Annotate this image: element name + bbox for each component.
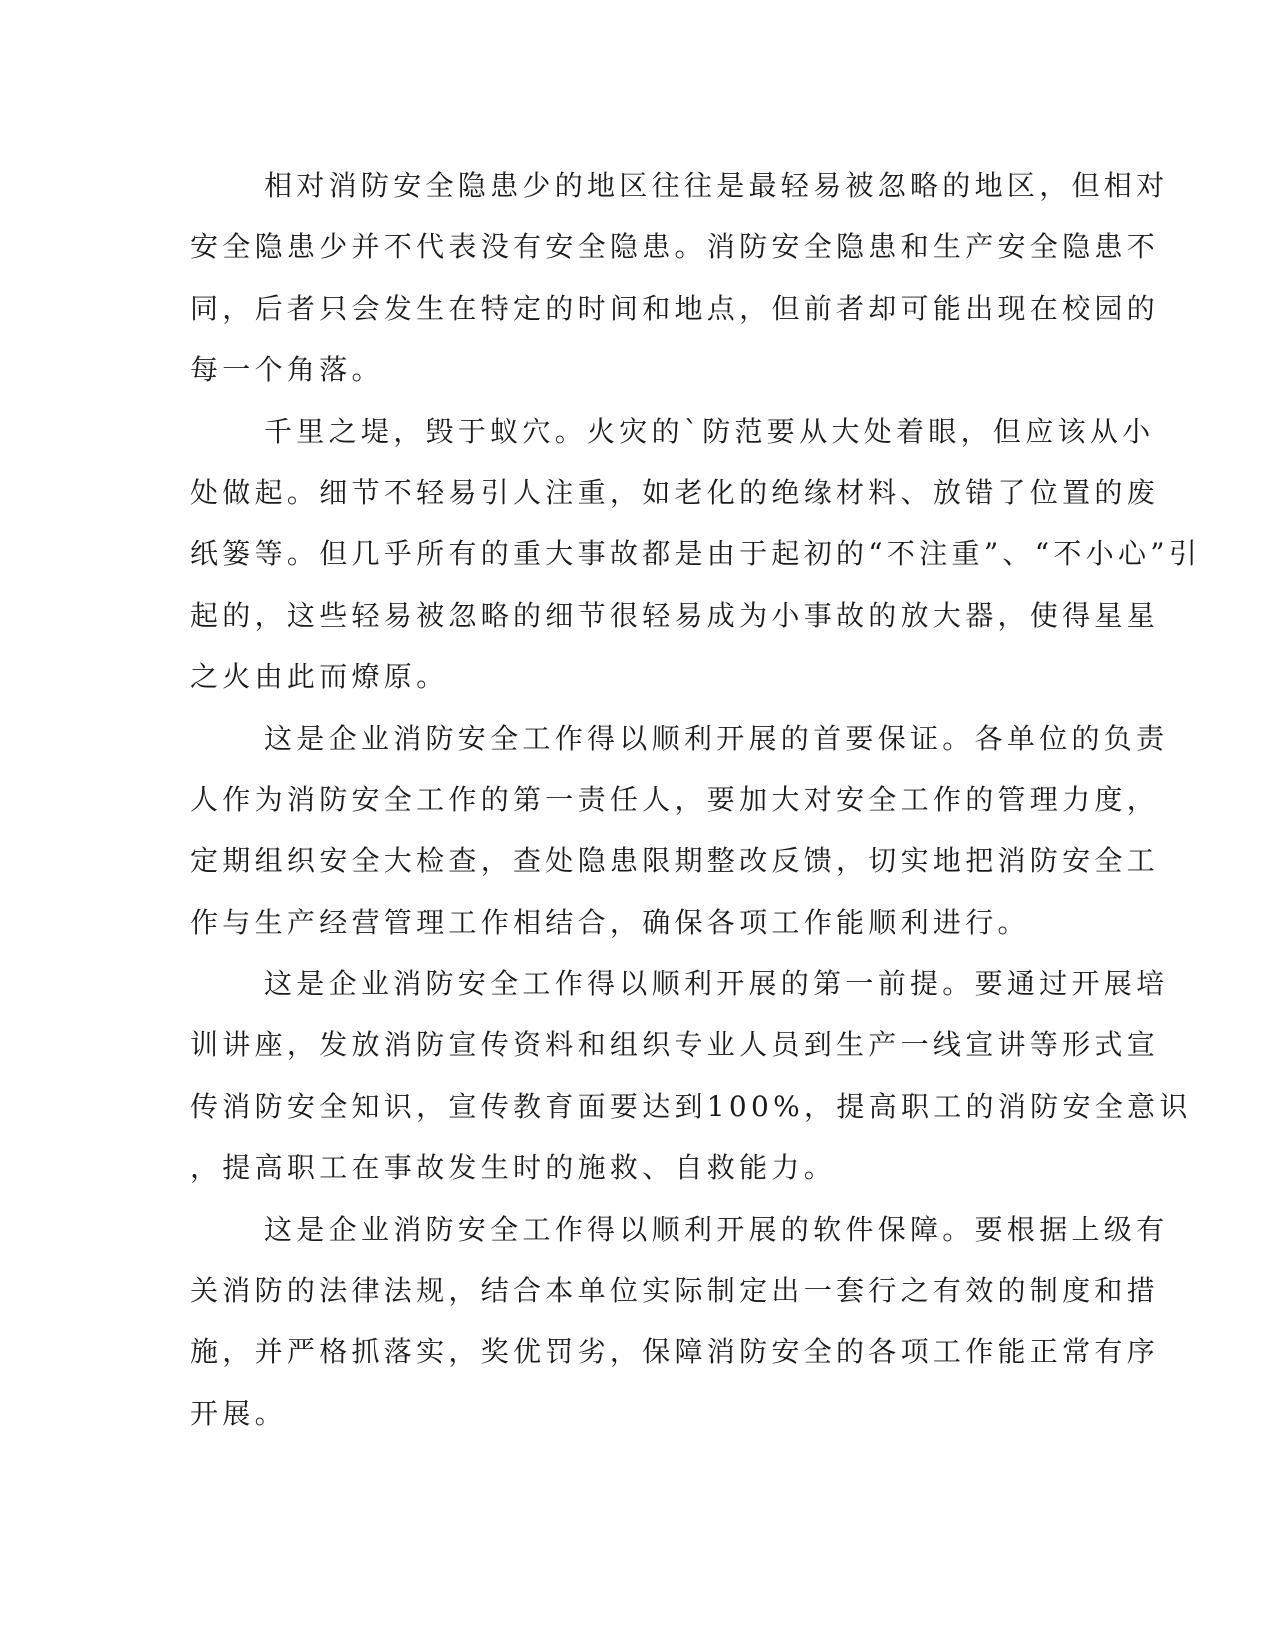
paragraph-1-line-1: 相对消防安全隐患少的地区往往是最轻易被忽略的地区，但相对	[264, 169, 1169, 202]
paragraph-4-line-3: 传消防安全知识，宣传教育面要达到100%，提高职工的消防安全意识	[190, 1089, 1192, 1123]
paragraph-1-line-4: 每一个角落。	[190, 353, 384, 387]
paragraph-4-line-1: 这是企业消防安全工作得以顺利开展的第一前提。要通过开展培	[264, 967, 1169, 1001]
paragraph-4-line-4: ，提高职工在事故发生时的施救、自救能力。	[190, 1151, 837, 1185]
paragraph-3-line-1: 这是企业消防安全工作得以顺利开展的首要保证。各单位的负责	[264, 721, 1169, 755]
paragraph-2-line-5: 之火由此而燎原。	[190, 660, 449, 694]
paragraph-5-line-3: 施，并严格抓落实，奖优罚劣，保障消防安全的各项工作能正常有序	[190, 1335, 1160, 1369]
paragraph-1-line-3: 同，后者只会发生在特定的时间和地点，但前者却可能出现在校园的	[190, 291, 1160, 325]
paragraph-2-line-2: 处做起。细节不轻易引人注重，如老化的绝缘材料、放错了位置的废	[190, 475, 1160, 509]
paragraph-5-line-2: 关消防的法律法规，结合本单位实际制定出一套行之有效的制度和措	[190, 1274, 1160, 1308]
paragraph-2-line-1: 千里之堤，毁于蚁穴。火灾的`防范要从大处着眼，但应该从小	[264, 414, 1155, 448]
paragraph-3-line-3: 定期组织安全大检查，查处隐患限期整改反馈，切实地把消防安全工	[190, 844, 1160, 878]
paragraph-3-line-4: 作与生产经营管理工作相结合，确保各项工作能顺利进行。	[190, 905, 1030, 939]
paragraph-5-line-4: 开展。	[190, 1396, 287, 1430]
paragraph-2-line-3: 纸篓等。但几乎所有的重大事故都是由于起初的“不注重”、“不小心”引	[190, 537, 1202, 571]
paragraph-2-line-4: 起的，这些轻易被忽略的细节很轻易成为小事故的放大器，使得星星	[190, 598, 1160, 632]
document-body	[190, 155, 1202, 1444]
paragraph-1-line-2: 安全隐患少并不代表没有安全隐患。消防安全隐患和生产安全隐患不	[190, 230, 1160, 264]
paragraph-5-line-1: 这是企业消防安全工作得以顺利开展的软件保障。要根据上级有	[264, 1212, 1169, 1246]
paragraph-4-line-2: 训讲座，发放消防宣传资料和组织专业人员到生产一线宣讲等形式宣	[190, 1028, 1160, 1062]
paragraph-3-line-2: 人作为消防安全工作的第一责任人，要加大对安全工作的管理力度，	[190, 782, 1160, 816]
